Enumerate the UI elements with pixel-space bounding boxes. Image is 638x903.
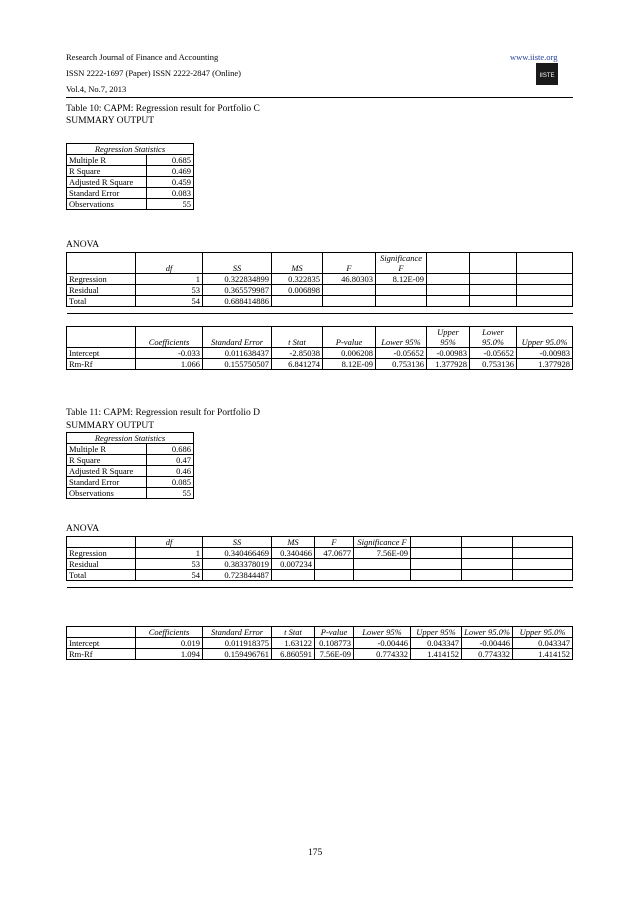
table11-reg-stats [66, 432, 194, 499]
table-cell: 0.753136 [470, 359, 517, 370]
table-cell: Intercept [67, 638, 136, 649]
table-cell: Regression Statistics [67, 433, 194, 444]
table-cell: 46.80303 [323, 274, 376, 285]
table-cell: 0.686 [147, 444, 194, 455]
table-cell: Intercept [67, 348, 136, 359]
table-row [67, 488, 194, 499]
table-cell: Lower 95% [354, 627, 411, 638]
table-row [67, 466, 194, 477]
table11-coefficients [66, 626, 573, 660]
table-cell [427, 285, 470, 296]
table-cell: 6.841274 [272, 359, 323, 370]
table-cell: 0.322834899 [203, 274, 272, 285]
table-cell: P-value [323, 327, 376, 348]
table-cell [513, 548, 573, 559]
table10-title: Table 10: CAPM: Regression result for Portfolio C [66, 104, 260, 114]
table-cell: R Square [67, 166, 147, 177]
table-cell: 55 [147, 488, 194, 499]
table-cell: 0.083 [147, 188, 194, 199]
table-cell [517, 253, 573, 274]
table-cell: Multiple R [67, 444, 147, 455]
table-row [67, 253, 573, 274]
table-cell [411, 537, 462, 548]
table10-anova [66, 252, 573, 314]
table-cell [323, 296, 376, 307]
table-cell: 54 [136, 570, 203, 581]
table-cell: -0.00983 [427, 348, 470, 359]
table-cell: 0.085 [147, 477, 194, 488]
table-cell [315, 570, 354, 581]
table-cell [517, 296, 573, 307]
table-cell: 6.860591 [272, 649, 315, 660]
table-cell [67, 327, 136, 348]
table-cell [427, 296, 470, 307]
table-row [67, 649, 573, 660]
table-cell [376, 285, 427, 296]
table-cell: 0.007234 [272, 559, 315, 570]
table-cell: 0.365579987 [203, 285, 272, 296]
table-cell: Lower 95.0% [462, 627, 513, 638]
table-cell: Coefficients [136, 327, 203, 348]
table-cell: Observations [67, 488, 147, 499]
table-cell: 1.066 [136, 359, 203, 370]
table-cell: Upper 95% [411, 627, 462, 638]
table-cell: Upper 95.0% [517, 327, 573, 348]
table-row [67, 455, 194, 466]
table-cell: Observations [67, 199, 147, 210]
table-cell [354, 559, 411, 570]
table-row [67, 433, 194, 444]
table-row [67, 537, 573, 548]
table-cell: 0.753136 [376, 359, 427, 370]
table-cell: Lower 95% [376, 327, 427, 348]
table-cell: Significance F [376, 253, 427, 274]
table-cell: SS [203, 253, 272, 274]
table-row [67, 144, 194, 155]
table-cell: Upper 95% [427, 327, 470, 348]
table11-anova [66, 536, 573, 588]
table-cell: 0.685 [147, 155, 194, 166]
table-row [67, 627, 573, 638]
table-row [67, 570, 573, 581]
table-row [67, 274, 573, 285]
table-cell [323, 285, 376, 296]
table-cell [517, 274, 573, 285]
table-row [67, 166, 194, 177]
table-cell [411, 559, 462, 570]
table-cell [315, 559, 354, 570]
table-cell: 0.688414886 [203, 296, 272, 307]
table10-summary: SUMMARY OUTPUT [66, 116, 155, 126]
table-cell [67, 581, 573, 588]
table-cell: 0.159496761 [203, 649, 272, 660]
journal-name: Research Journal of Finance and Accounting [66, 52, 219, 62]
table-cell: 0.459 [147, 177, 194, 188]
table-cell: 0.155750507 [203, 359, 272, 370]
table-cell: 54 [136, 296, 203, 307]
table-cell: df [136, 253, 203, 274]
table-cell: Total [67, 570, 136, 581]
table-cell: Regression [67, 548, 136, 559]
table-cell: Standard Error [67, 188, 147, 199]
table-cell [462, 559, 513, 570]
table-row [67, 199, 194, 210]
table-cell: -0.05652 [376, 348, 427, 359]
table-cell: 0.108773 [315, 638, 354, 649]
table-cell: -0.00446 [354, 638, 411, 649]
table-cell [470, 296, 517, 307]
table-cell [67, 537, 136, 548]
table10-reg-stats [66, 143, 194, 210]
table-cell [470, 285, 517, 296]
table-cell: 0.011638437 [203, 348, 272, 359]
table-cell: 7.56E-09 [354, 548, 411, 559]
table-row [67, 581, 573, 588]
table-cell: 0.019 [136, 638, 203, 649]
table-cell: 1.377928 [517, 359, 573, 370]
table-cell: Standard Error [203, 327, 272, 348]
table-cell [427, 274, 470, 285]
table11-anova-label: ANOVA [66, 524, 100, 534]
table-cell [513, 559, 573, 570]
table-cell: 0.043347 [411, 638, 462, 649]
table-cell [462, 570, 513, 581]
table-cell: 0.469 [147, 166, 194, 177]
page-number: 175 [308, 848, 323, 858]
table-row [67, 638, 573, 649]
table-row [67, 285, 573, 296]
journal-url[interactable]: www.iiste.org [510, 52, 558, 62]
volume: Vol.4, No.7, 2013 [66, 84, 127, 94]
header-rule [66, 97, 573, 98]
table-cell: 53 [136, 285, 203, 296]
table-cell: 0.383378019 [203, 559, 272, 570]
table-cell [411, 570, 462, 581]
table-cell [462, 548, 513, 559]
table-row [67, 348, 573, 359]
table-cell [513, 537, 573, 548]
table-cell: Rm-Rf [67, 649, 136, 660]
table-cell [376, 296, 427, 307]
table-row [67, 559, 573, 570]
table-cell: 0.774332 [462, 649, 513, 660]
table-cell: 7.56E-09 [315, 649, 354, 660]
table-cell: MS [272, 537, 315, 548]
table10-coefficients [66, 326, 573, 370]
table-cell: t Stat [272, 327, 323, 348]
table-row [67, 548, 573, 559]
reg-stats-header: Regression Statistics [67, 144, 194, 155]
table-row [67, 177, 194, 188]
table-cell: Adjusted R Square [67, 177, 147, 188]
table11-summary: SUMMARY OUTPUT [66, 421, 155, 431]
table-cell: 1.63122 [272, 638, 315, 649]
table-cell: 1 [136, 274, 203, 285]
table10-anova-label: ANOVA [66, 240, 100, 250]
table-cell: Significance F [354, 537, 411, 548]
table-cell: F [323, 253, 376, 274]
table-cell: 1.414152 [411, 649, 462, 660]
table-cell: -0.033 [136, 348, 203, 359]
table-cell: 1 [136, 548, 203, 559]
table-cell: -0.05652 [470, 348, 517, 359]
table-cell: t Stat [272, 627, 315, 638]
table-cell [427, 253, 470, 274]
table-cell [272, 570, 315, 581]
table-row [67, 296, 573, 307]
table-cell: 8.12E-09 [376, 274, 427, 285]
table-row [67, 307, 573, 314]
issn: ISSN 2222-1697 (Paper) ISSN 2222-2847 (Online) [66, 68, 241, 78]
table-cell: 0.340466 [272, 548, 315, 559]
table-cell [67, 253, 136, 274]
table-cell: MS [272, 253, 323, 274]
iiste-logo [536, 63, 558, 85]
table-cell: Standard Error [67, 477, 147, 488]
table-cell: 8.12E-09 [323, 359, 376, 370]
table-cell: df [136, 537, 203, 548]
table-cell: Upper 95.0% [513, 627, 573, 638]
table-cell [517, 285, 573, 296]
table-row [67, 359, 573, 370]
table-cell [67, 627, 136, 638]
table-cell: Lower 95.0% [470, 327, 517, 348]
table-cell: 0.322835 [272, 274, 323, 285]
table-cell: Coefficients [136, 627, 203, 638]
table-cell: 1.377928 [427, 359, 470, 370]
table-cell: 0.006208 [323, 348, 376, 359]
table-cell: Regression [67, 274, 136, 285]
table-cell: -0.00446 [462, 638, 513, 649]
table-cell [470, 274, 517, 285]
table-cell: Rm-Rf [67, 359, 136, 370]
table-row [67, 327, 573, 348]
table-cell: Multiple R [67, 155, 147, 166]
table-row [67, 188, 194, 199]
table-row [67, 155, 194, 166]
table-cell: 0.774332 [354, 649, 411, 660]
table-cell: 0.47 [147, 455, 194, 466]
table-cell: Total [67, 296, 136, 307]
table-cell: Residual [67, 559, 136, 570]
table-cell: -0.00983 [517, 348, 573, 359]
table-cell: 0.011918375 [203, 638, 272, 649]
table-cell [462, 537, 513, 548]
table-cell: 0.340466469 [203, 548, 272, 559]
table-cell: 55 [147, 199, 194, 210]
table-cell: 53 [136, 559, 203, 570]
table-cell: SS [203, 537, 272, 548]
table11-title: Table 11: CAPM: Regression result for Portfolio D [66, 408, 260, 418]
table-cell: R Square [67, 455, 147, 466]
table-cell: P-value [315, 627, 354, 638]
table-cell: 1.414152 [513, 649, 573, 660]
table-cell: Standard Error [203, 627, 272, 638]
table-cell: 0.006898 [272, 285, 323, 296]
logo-text: IISTE [539, 73, 555, 79]
table-cell [411, 548, 462, 559]
table-cell: 1.094 [136, 649, 203, 660]
table-cell [67, 307, 573, 314]
table-cell: -2.85038 [272, 348, 323, 359]
table-cell: Residual [67, 285, 136, 296]
table-cell [513, 570, 573, 581]
table-cell [354, 570, 411, 581]
table-cell: Adjusted R Square [67, 466, 147, 477]
table-row [67, 444, 194, 455]
table-cell: 0.043347 [513, 638, 573, 649]
table-cell: 0.723844487 [203, 570, 272, 581]
table-cell: 47.0677 [315, 548, 354, 559]
table-cell [470, 253, 517, 274]
table-cell [272, 296, 323, 307]
table-cell: F [315, 537, 354, 548]
table-cell: 0.46 [147, 466, 194, 477]
table-row [67, 477, 194, 488]
